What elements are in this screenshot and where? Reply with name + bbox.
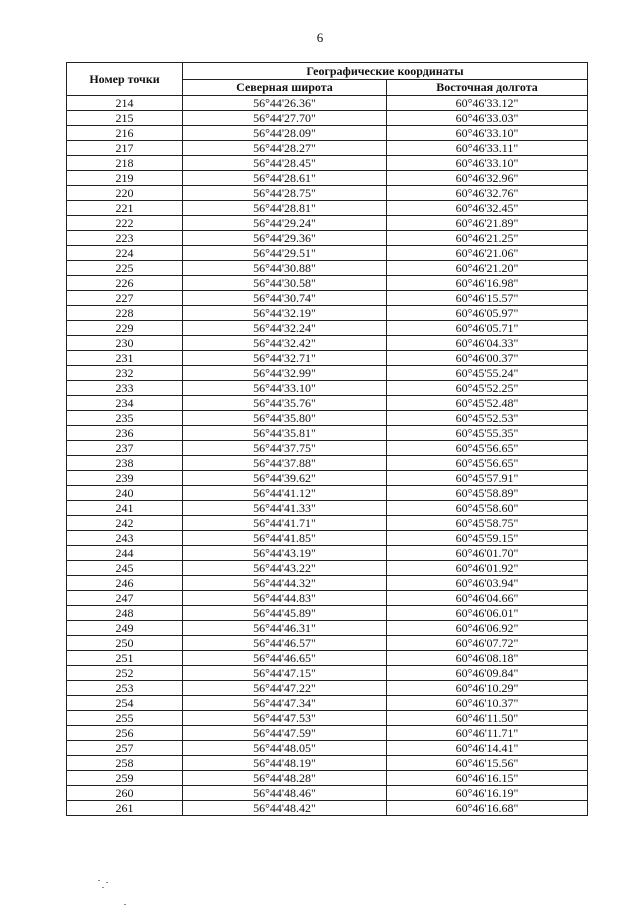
cell-north-latitude: 56°44'46.31" [183,621,387,636]
cell-east-longitude: 60°46'11.71" [387,726,588,741]
cell-north-latitude: 56°44'32.99" [183,366,387,381]
cell-north-latitude: 56°44'35.80" [183,411,387,426]
cell-point-number: 242 [67,516,183,531]
cell-north-latitude: 56°44'48.42" [183,801,387,816]
cell-east-longitude: 60°46'10.37" [387,696,588,711]
cell-east-longitude: 60°46'33.12" [387,96,588,111]
cell-east-longitude: 60°46'14.41" [387,741,588,756]
cell-north-latitude: 56°44'33.10" [183,381,387,396]
cell-east-longitude: 60°46'16.15" [387,771,588,786]
cell-east-longitude: 60°45'57.91" [387,471,588,486]
cell-point-number: 249 [67,621,183,636]
table-row [67,156,588,171]
cell-north-latitude: 56°44'43.22" [183,561,387,576]
cell-east-longitude: 60°46'33.11" [387,141,588,156]
cell-point-number: 226 [67,276,183,291]
cell-east-longitude: 60°46'09.84" [387,666,588,681]
table-row [67,666,588,681]
table-row [67,321,588,336]
cell-north-latitude: 56°44'35.81" [183,426,387,441]
cell-point-number: 258 [67,756,183,771]
cell-east-longitude: 60°46'21.89" [387,216,588,231]
cell-north-latitude: 56°44'48.19" [183,756,387,771]
table-row [67,246,588,261]
table-row [67,756,588,771]
cell-east-longitude: 60°45'55.24" [387,366,588,381]
cell-north-latitude: 56°44'43.19" [183,546,387,561]
table-row [67,561,588,576]
page-number: 6 [316,30,324,45]
cell-east-longitude: 60°46'15.56" [387,756,588,771]
table-row [67,516,588,531]
cell-north-latitude: 56°44'32.42" [183,336,387,351]
cell-point-number: 233 [67,381,183,396]
cell-point-number: 218 [67,156,183,171]
table-row [67,171,588,186]
header-east-longitude: Восточная долгота [387,80,588,96]
cell-point-number: 240 [67,486,183,501]
table-row [67,636,588,651]
cell-north-latitude: 56°44'41.12" [183,486,387,501]
cell-north-latitude: 56°44'41.71" [183,516,387,531]
table-row [67,396,588,411]
table-row [67,726,588,741]
cell-point-number: 227 [67,291,183,306]
table-row [67,126,588,141]
cell-east-longitude: 60°46'21.25" [387,231,588,246]
cell-east-longitude: 60°46'05.71" [387,321,588,336]
table-row [67,651,588,666]
cell-point-number: 214 [67,96,183,111]
table-row [67,471,588,486]
cell-north-latitude: 56°44'28.61" [183,171,387,186]
cell-point-number: 219 [67,171,183,186]
cell-point-number: 217 [67,141,183,156]
cell-point-number: 225 [67,261,183,276]
table-row [67,441,588,456]
cell-north-latitude: 56°44'41.33" [183,501,387,516]
cell-east-longitude: 60°46'01.92" [387,561,588,576]
cell-point-number: 216 [67,126,183,141]
header-geo-coordinates: Географические координаты [183,63,588,80]
header-point-number: Номер точки [67,63,183,96]
cell-north-latitude: 56°44'32.24" [183,321,387,336]
table-row [67,306,588,321]
cell-point-number: 239 [67,471,183,486]
cell-point-number: 259 [67,771,183,786]
table-row [67,336,588,351]
cell-point-number: 237 [67,441,183,456]
table-row [67,96,588,111]
cell-point-number: 220 [67,186,183,201]
cell-north-latitude: 56°44'26.36" [183,96,387,111]
table-row [67,741,588,756]
cell-north-latitude: 56°44'47.15" [183,666,387,681]
cell-north-latitude: 56°44'44.83" [183,591,387,606]
table-row [67,201,588,216]
cell-point-number: 243 [67,531,183,546]
cell-east-longitude: 60°46'07.72" [387,636,588,651]
cell-north-latitude: 56°44'47.22" [183,681,387,696]
table-row [67,351,588,366]
cell-north-latitude: 56°44'32.71" [183,351,387,366]
cell-east-longitude: 60°46'21.06" [387,246,588,261]
cell-point-number: 235 [67,411,183,426]
cell-point-number: 222 [67,216,183,231]
cell-north-latitude: 56°44'27.70" [183,111,387,126]
table-row [67,606,588,621]
cell-east-longitude: 60°46'32.96" [387,171,588,186]
cell-point-number: 241 [67,501,183,516]
table-row [67,486,588,501]
cell-point-number: 255 [67,711,183,726]
cell-north-latitude: 56°44'48.05" [183,741,387,756]
table-row [67,531,588,546]
cell-east-longitude: 60°45'52.25" [387,381,588,396]
table-row [67,621,588,636]
cell-east-longitude: 60°46'15.57" [387,291,588,306]
cell-north-latitude: 56°44'37.88" [183,456,387,471]
cell-east-longitude: 60°45'52.53" [387,411,588,426]
cell-north-latitude: 56°44'29.51" [183,246,387,261]
cell-point-number: 257 [67,741,183,756]
table-row [67,261,588,276]
table-header-row [67,63,588,80]
cell-north-latitude: 56°44'29.24" [183,216,387,231]
cell-east-longitude: 60°46'32.76" [387,186,588,201]
table-body [67,96,588,816]
table-row [67,696,588,711]
cell-point-number: 260 [67,786,183,801]
cell-point-number: 246 [67,576,183,591]
cell-point-number: 223 [67,231,183,246]
table-row [67,411,588,426]
cell-north-latitude: 56°44'47.53" [183,711,387,726]
table-row [67,711,588,726]
cell-point-number: 245 [67,561,183,576]
cell-east-longitude: 60°45'58.89" [387,486,588,501]
cell-east-longitude: 60°45'58.60" [387,501,588,516]
cell-east-longitude: 60°46'06.92" [387,621,588,636]
table-row [67,231,588,246]
table-row [67,381,588,396]
cell-east-longitude: 60°46'16.68" [387,801,588,816]
cell-north-latitude: 56°44'45.89" [183,606,387,621]
table-row [67,786,588,801]
cell-point-number: 234 [67,396,183,411]
cell-point-number: 230 [67,336,183,351]
cell-north-latitude: 56°44'28.09" [183,126,387,141]
cell-north-latitude: 56°44'28.81" [183,201,387,216]
table-row [67,576,588,591]
table-row [67,291,588,306]
table-row [67,216,588,231]
table-row [67,186,588,201]
cell-point-number: 250 [67,636,183,651]
cell-point-number: 238 [67,456,183,471]
cell-north-latitude: 56°44'48.28" [183,771,387,786]
table-row [67,771,588,786]
cell-north-latitude: 56°44'37.75" [183,441,387,456]
cell-point-number: 252 [67,666,183,681]
table-row [67,426,588,441]
table-row [67,681,588,696]
cell-east-longitude: 60°45'58.75" [387,516,588,531]
table-row [67,111,588,126]
cell-east-longitude: 60°46'32.45" [387,201,588,216]
cell-east-longitude: 60°45'56.65" [387,456,588,471]
cell-east-longitude: 60°45'59.15" [387,531,588,546]
table-row [67,801,588,816]
cell-point-number: 248 [67,606,183,621]
cell-point-number: 236 [67,426,183,441]
cell-east-longitude: 60°46'33.10" [387,126,588,141]
header-north-latitude: Северная широта [183,80,387,96]
cell-north-latitude: 56°44'30.58" [183,276,387,291]
cell-north-latitude: 56°44'46.57" [183,636,387,651]
cell-north-latitude: 56°44'41.85" [183,531,387,546]
scan-artifact [96,878,126,908]
cell-point-number: 254 [67,696,183,711]
cell-north-latitude: 56°44'35.76" [183,396,387,411]
table-row [67,276,588,291]
cell-north-latitude: 56°44'39.62" [183,471,387,486]
cell-point-number: 261 [67,801,183,816]
table-row [67,141,588,156]
cell-east-longitude: 60°46'16.98" [387,276,588,291]
cell-point-number: 224 [67,246,183,261]
cell-north-latitude: 56°44'44.32" [183,576,387,591]
cell-point-number: 215 [67,111,183,126]
cell-east-longitude: 60°46'04.33" [387,336,588,351]
cell-east-longitude: 60°46'05.97" [387,306,588,321]
cell-north-latitude: 56°44'48.46" [183,786,387,801]
cell-east-longitude: 60°46'01.70" [387,546,588,561]
cell-north-latitude: 56°44'46.65" [183,651,387,666]
table-row [67,366,588,381]
cell-east-longitude: 60°46'08.18" [387,651,588,666]
cell-point-number: 228 [67,306,183,321]
cell-east-longitude: 60°45'56.65" [387,441,588,456]
cell-north-latitude: 56°44'47.34" [183,696,387,711]
cell-point-number: 256 [67,726,183,741]
cell-point-number: 229 [67,321,183,336]
cell-east-longitude: 60°46'06.01" [387,606,588,621]
cell-north-latitude: 56°44'47.59" [183,726,387,741]
cell-point-number: 253 [67,681,183,696]
cell-point-number: 221 [67,201,183,216]
cell-east-longitude: 60°46'10.29" [387,681,588,696]
cell-north-latitude: 56°44'32.19" [183,306,387,321]
table-row [67,501,588,516]
cell-east-longitude: 60°46'16.19" [387,786,588,801]
cell-east-longitude: 60°46'03.94" [387,576,588,591]
cell-point-number: 244 [67,546,183,561]
cell-north-latitude: 56°44'30.74" [183,291,387,306]
cell-point-number: 251 [67,651,183,666]
cell-east-longitude: 60°46'00.37" [387,351,588,366]
table-row [67,456,588,471]
cell-east-longitude: 60°45'55.35" [387,426,588,441]
cell-north-latitude: 56°44'28.45" [183,156,387,171]
cell-north-latitude: 56°44'30.88" [183,261,387,276]
coordinates-table [66,62,588,816]
cell-point-number: 247 [67,591,183,606]
cell-east-longitude: 60°46'04.66" [387,591,588,606]
cell-east-longitude: 60°46'33.10" [387,156,588,171]
cell-point-number: 232 [67,366,183,381]
table-row [67,591,588,606]
cell-east-longitude: 60°46'11.50" [387,711,588,726]
cell-north-latitude: 56°44'28.27" [183,141,387,156]
cell-east-longitude: 60°46'33.03" [387,111,588,126]
cell-east-longitude: 60°46'21.20" [387,261,588,276]
cell-point-number: 231 [67,351,183,366]
cell-north-latitude: 56°44'28.75" [183,186,387,201]
cell-north-latitude: 56°44'29.36" [183,231,387,246]
cell-east-longitude: 60°45'52.48" [387,396,588,411]
table-row [67,546,588,561]
